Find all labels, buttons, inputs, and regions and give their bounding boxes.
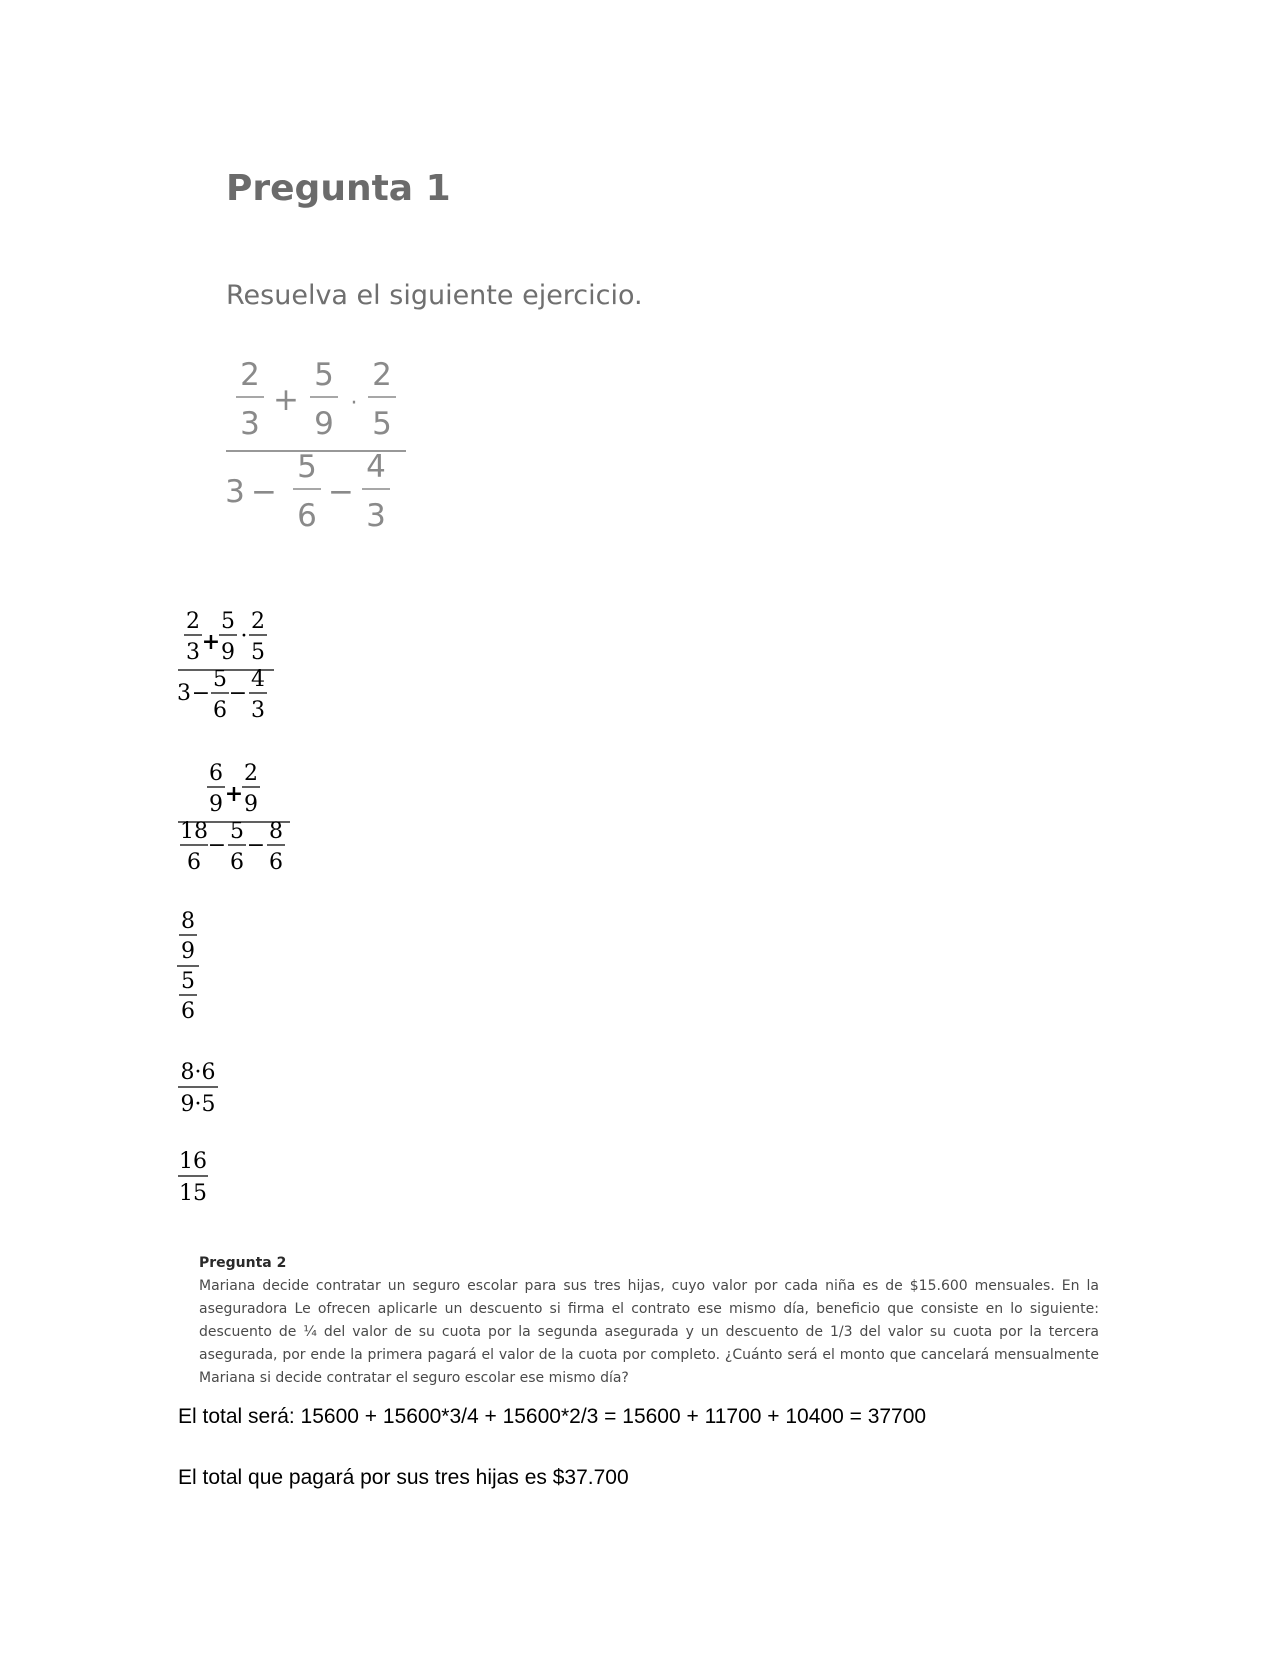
step1-minus-2: − bbox=[228, 681, 248, 706]
step2-denominator-4: 6 bbox=[230, 850, 244, 875]
solution-step-4 bbox=[176, 1057, 246, 1127]
step2-numerator-2: 2 bbox=[244, 761, 258, 786]
step1-numerator-4: 5 bbox=[213, 667, 227, 692]
solution-step-3 bbox=[176, 906, 216, 1030]
problem-whole-number: 3 bbox=[225, 474, 245, 510]
pregunta-1-problem-expression bbox=[220, 350, 420, 540]
step1-numerator-1: 2 bbox=[186, 609, 200, 634]
step3-denominator-2: 6 bbox=[181, 999, 195, 1024]
step2-numerator-1: 6 bbox=[209, 761, 223, 786]
step3-numerator-2: 5 bbox=[181, 969, 195, 994]
problem-denominator-4: 6 bbox=[297, 498, 317, 534]
step3-numerator-1: 8 bbox=[181, 909, 195, 934]
step1-denominator-2: 9 bbox=[221, 640, 235, 665]
step1-denominator-3: 5 bbox=[251, 640, 265, 665]
problem-denominator-5: 3 bbox=[366, 498, 386, 534]
pregunta-2-block bbox=[199, 1252, 1099, 1390]
step2-denominator-5: 6 bbox=[269, 850, 283, 875]
problem-denominator-2: 9 bbox=[314, 406, 334, 442]
problem-numerator-4: 5 bbox=[297, 449, 317, 485]
problem-numerator-2: 5 bbox=[314, 357, 334, 393]
problem-denominator-3: 5 bbox=[372, 406, 392, 442]
step1-minus-1: − bbox=[191, 681, 211, 706]
step1-denominator-4: 6 bbox=[213, 698, 227, 723]
step2-plus: + bbox=[224, 781, 244, 807]
step1-numerator-5: 4 bbox=[251, 667, 265, 692]
step2-denominator-2: 9 bbox=[244, 792, 258, 817]
solution-step-1 bbox=[176, 606, 296, 730]
pregunta-1-instruction: Resuelva el siguiente ejercicio. bbox=[226, 280, 643, 311]
problem-times: · bbox=[350, 391, 358, 416]
problem-plus: + bbox=[273, 382, 299, 418]
problem-numerator-3: 2 bbox=[372, 357, 392, 393]
step4-denominator: 9·5 bbox=[180, 1092, 216, 1117]
step1-denominator-5: 3 bbox=[251, 698, 265, 723]
answer-conclusion: El total que pagará por sus tres hijas es $37.700 bbox=[178, 1466, 629, 1489]
step2-minus-1: − bbox=[207, 833, 227, 858]
problem-minus-2: − bbox=[328, 474, 354, 510]
pregunta-2-text: Mariana decide contratar un seguro escolar para sus tres hijas, cuyo valor por cada niña es de $15.600 mensuales. En la aseguradora Le ofrecen aplicarle un descuento si firma el contrato ese mismo día, beneficio que consiste en lo siguiente: descuento de ¼ del valor de su cuota por la segunda asegurada y un descuento de 1/3 del valor su cuota por la tercera asegurada, por ende la primera pagará el valor de la cuota por completo. ¿Cuánto será el monto que cancelará mensualmente Mariana si decide contratar el seguro escolar ese mismo día? bbox=[199, 1278, 1099, 1386]
step2-denominator-3: 6 bbox=[187, 850, 201, 875]
step3-denominator-1: 9 bbox=[181, 939, 195, 964]
problem-denominator-1: 3 bbox=[240, 406, 260, 442]
step1-denominator-1: 3 bbox=[186, 640, 200, 665]
step2-numerator-3: 18 bbox=[180, 819, 208, 844]
step2-numerator-4: 5 bbox=[230, 819, 244, 844]
step1-numerator-3: 2 bbox=[251, 609, 265, 634]
solution-step-2 bbox=[176, 758, 306, 882]
step2-minus-2: − bbox=[246, 833, 266, 858]
step5-numerator: 16 bbox=[179, 1149, 207, 1174]
step2-denominator-1: 9 bbox=[209, 792, 223, 817]
problem-numerator-1: 2 bbox=[240, 357, 260, 393]
pregunta-1-title: Pregunta 1 bbox=[226, 168, 451, 209]
step2-numerator-5: 8 bbox=[269, 819, 283, 844]
step1-plus: + bbox=[201, 629, 221, 655]
problem-numerator-5: 4 bbox=[366, 449, 386, 485]
step5-denominator: 15 bbox=[179, 1181, 207, 1206]
step1-numerator-2: 5 bbox=[221, 609, 235, 634]
answer-calculation: El total será: 15600 + 15600*3/4 + 15600*2/3 = 15600 + 11700 + 10400 = 37700 bbox=[178, 1405, 927, 1428]
problem-minus-1: − bbox=[251, 474, 277, 510]
pregunta-2-title: Pregunta 2 bbox=[199, 1255, 287, 1271]
step1-whole: 3 bbox=[177, 681, 191, 706]
step1-times: · bbox=[240, 624, 248, 649]
step4-numerator: 8·6 bbox=[180, 1060, 216, 1085]
solution-step-5 bbox=[176, 1146, 236, 1216]
